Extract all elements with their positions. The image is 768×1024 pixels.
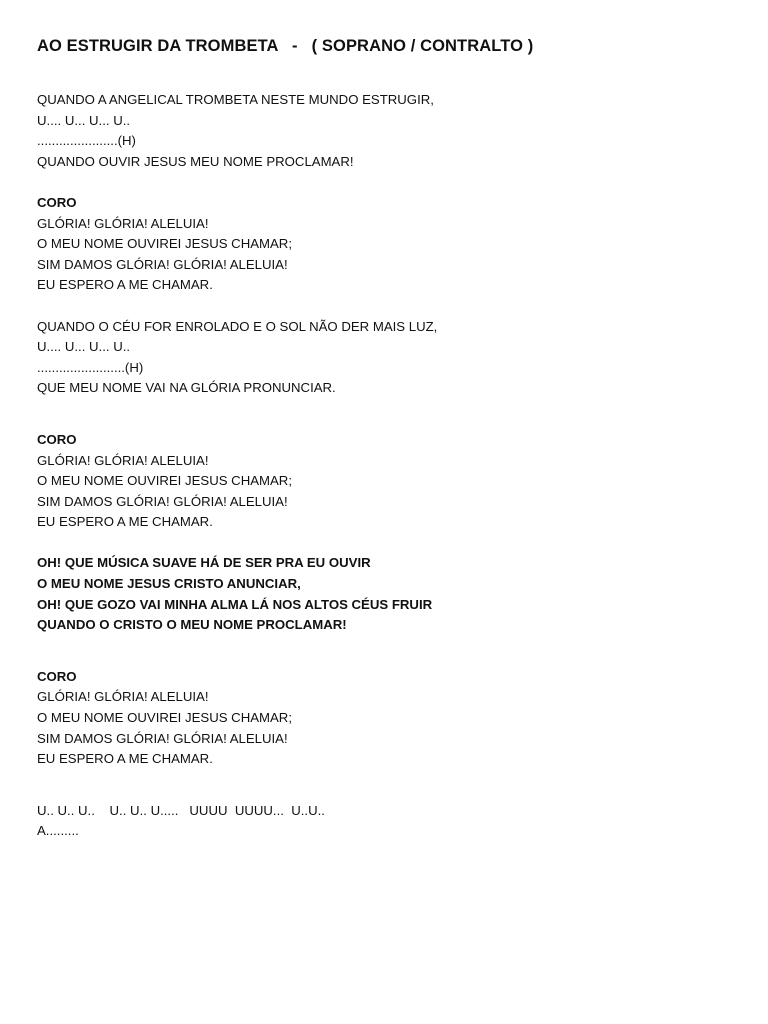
chorus-line: GLÓRIA! GLÓRIA! ALELUIA! xyxy=(37,215,209,231)
verse-line: U.... U... U... U.. xyxy=(37,339,131,355)
chorus-line: O MEU NOME OUVIREI JESUS CHAMAR; xyxy=(37,473,292,489)
verse-line: QUANDO O CRISTO O MEU NOME PROCLAMAR! xyxy=(37,617,347,633)
verse-1 xyxy=(37,90,737,172)
ending xyxy=(37,801,737,842)
verse-2 xyxy=(37,317,737,399)
chorus-line: GLÓRIA! GLÓRIA! ALELUIA! xyxy=(37,452,209,468)
lyrics-body xyxy=(37,90,737,842)
verse-line: ........................(H) xyxy=(37,359,144,375)
page-title: AO ESTRUGIR DA TROMBETA - ( SOPRANO / CONTRALTO ) xyxy=(37,37,534,55)
verse-line: OH! QUE GOZO VAI MINHA ALMA LÁ NOS ALTOS CÉUS FRUIR xyxy=(37,596,433,612)
verse-3 xyxy=(37,553,737,635)
chorus-label: CORO xyxy=(37,194,77,210)
chorus-line: SIM DAMOS GLÓRIA! GLÓRIA! ALELUIA! xyxy=(37,493,288,509)
verse-line: QUE MEU NOME VAI NA GLÓRIA PRONUNCIAR. xyxy=(37,380,336,396)
chorus-1 xyxy=(37,193,737,296)
chorus-line: O MEU NOME OUVIREI JESUS CHAMAR; xyxy=(37,236,292,252)
lyrics-page xyxy=(37,36,737,842)
ending-line: U.. U.. U.. U.. U.. U..... UUUU UUUU... U..U.. xyxy=(37,802,325,818)
verse-line: OH! QUE MÚSICA SUAVE HÁ DE SER PRA EU OUVIR xyxy=(37,555,371,571)
verse-line: QUANDO O CÉU FOR ENROLADO E O SOL NÃO DER MAIS LUZ, xyxy=(37,318,438,334)
chorus-line: EU ESPERO A ME CHAMAR. xyxy=(37,751,213,767)
verse-line: U.... U... U... U.. xyxy=(37,112,131,128)
chorus-3 xyxy=(37,667,737,770)
chorus-label: CORO xyxy=(37,431,77,447)
ending-line: A......... xyxy=(37,823,79,839)
chorus-line: EU ESPERO A ME CHAMAR. xyxy=(37,514,213,530)
verse-line: ......................(H) xyxy=(37,133,136,149)
chorus-line: O MEU NOME OUVIREI JESUS CHAMAR; xyxy=(37,710,292,726)
chorus-line: SIM DAMOS GLÓRIA! GLÓRIA! ALELUIA! xyxy=(37,730,288,746)
verse-line: QUANDO OUVIR JESUS MEU NOME PROCLAMAR! xyxy=(37,153,354,169)
chorus-line: GLÓRIA! GLÓRIA! ALELUIA! xyxy=(37,689,209,705)
chorus-line: EU ESPERO A ME CHAMAR. xyxy=(37,277,213,293)
chorus-2 xyxy=(37,430,737,533)
verse-line: QUANDO A ANGELICAL TROMBETA NESTE MUNDO ESTRUGIR, xyxy=(37,92,434,107)
chorus-label: CORO xyxy=(37,668,77,684)
verse-line: O MEU NOME JESUS CRISTO ANUNCIAR, xyxy=(37,576,301,592)
chorus-line: SIM DAMOS GLÓRIA! GLÓRIA! ALELUIA! xyxy=(37,256,288,272)
